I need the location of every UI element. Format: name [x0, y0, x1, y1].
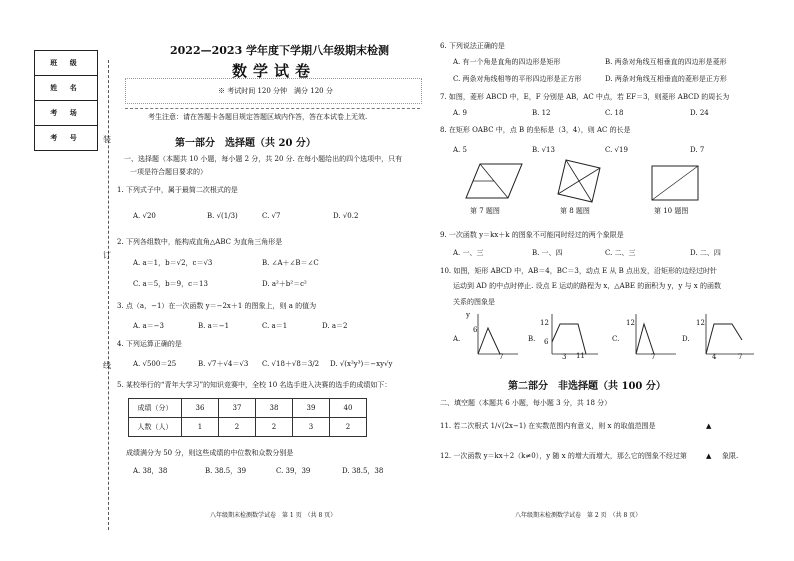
q10-a-y-tick: 6: [473, 326, 478, 334]
q7-option-b: B. 12: [532, 109, 551, 117]
q7-stem: 7. 如图，菱形 ABCD 中，E，F 分别是 AB，AC 中点，若 EF＝3，则菱形 ABCD 的周长为: [440, 93, 730, 101]
q10-a-y-label: y: [466, 311, 470, 319]
student-info-table: [34, 50, 98, 151]
part2-title: 第二部分 非选择题（共 100 分）: [508, 381, 666, 392]
q7-option-d: D. 24: [690, 109, 709, 117]
q6-option-c: C. 两条对角线相等的平形四边形是正方形: [453, 75, 582, 83]
q10-option-b: B.: [528, 335, 536, 343]
q10-c-y12: 12: [626, 319, 635, 327]
q9-option-c: C. 二、三: [605, 249, 636, 257]
q12-blank[interactable]: ▲: [706, 452, 712, 460]
q1-option-a: A. √20: [133, 212, 156, 220]
q2-option-b: B. ∠A＋∠B＝∠C: [262, 259, 319, 267]
divider: [125, 108, 420, 109]
part1-intro-2: 一项是符合题目要求的）: [130, 168, 207, 176]
q10-b-x11: 11: [576, 352, 585, 360]
figure-7-rhombus: [462, 158, 542, 206]
figure-10-caption: 第 10 题图: [654, 207, 689, 215]
q10-graph-d: [694, 310, 758, 362]
q10-d-y12: 12: [696, 319, 705, 327]
q8-option-d: D. 7: [690, 146, 705, 154]
table-cell: 37: [219, 399, 256, 418]
q12-stem: 12. 一次函数 y＝kx＋2（k≠0），y 随 x 的增大而增大，那么它的图象不经过第: [440, 452, 687, 460]
q6-option-d: D. 两条对角线互相垂直的菱形是正方形: [605, 75, 727, 83]
exam-room-label: 考 场: [35, 101, 98, 126]
exam-number-label: 考 号: [35, 126, 98, 151]
figure-7-caption: 第 7 题图: [470, 207, 500, 215]
q10-b-y6: 6: [544, 338, 549, 346]
q2-option-a: A. a＝1，b＝√2，c＝√3: [133, 259, 213, 267]
q9-option-d: D. 二、四: [690, 249, 721, 257]
q8-stem: 8. 在矩形 OABC 中，点 B 的坐标是（3，4），则 AC 的长是: [440, 126, 631, 134]
part1-intro-1: 一、选择题（本题共 10 小题，每小题 2 分，共 20 分. 在每小题给出的四个选项中，只有: [124, 155, 403, 163]
q2-stem: 2. 下列各组数中，能构成直角△ABC 为直角三角形是: [117, 238, 283, 246]
q5-tail: 成绩满分为 50 分，则这些成绩的中位数和众数分别是: [126, 449, 294, 457]
table-cell: 人数（人）: [129, 418, 182, 437]
q10-graph-a: [466, 310, 522, 362]
q7-option-a: A. 9: [453, 109, 467, 117]
q4-option-b: B. √7＋√4＝√3: [198, 360, 249, 368]
binding-line: [108, 60, 109, 530]
table-cell: 39: [293, 399, 330, 418]
q5-score-table: [128, 398, 367, 437]
q4-option-a: A. √500＝25: [133, 360, 177, 368]
q8-option-c: C. √19: [605, 146, 628, 154]
q3-option-c: C. a＝1: [262, 322, 288, 330]
q1-option-c: C. √7: [262, 212, 281, 220]
table-cell: 38: [256, 399, 293, 418]
table-cell: 2: [219, 418, 256, 437]
exam-subject: 数学试卷: [232, 62, 317, 80]
q10-line-2: 运动到 AD 的中点时停止. 设点 E 运动的路程为 x，△ABE 的面积为 y，y 与 x 的函数: [453, 282, 721, 290]
q1-option-b: B. √(1/3): [207, 212, 238, 220]
q5-option-a: A. 38，38: [133, 467, 168, 475]
q12-tail: 象限.: [722, 452, 739, 460]
q5-option-b: B. 38.5，39: [205, 467, 247, 475]
q6-option-a: A. 有一个角是直角的四边形是矩形: [453, 58, 561, 66]
q10-b-x3: 3: [562, 353, 567, 361]
q5-option-d: D. 38.5，38: [342, 467, 384, 475]
table-cell: 1: [182, 418, 219, 437]
q1-option-d: D. √0.2: [333, 212, 359, 220]
q10-line-1: 10. 如图，矩形 ABCD 中，AB＝4，BC＝3，动点 E 从 B 点出发，沿矩形的边经过时针: [440, 267, 717, 275]
q6-stem: 6. 下列说法正确的是: [440, 42, 505, 50]
table-cell: 2: [256, 418, 293, 437]
q10-a-x-tick: 7: [499, 353, 504, 361]
notice: 考生注意：请在答题卡各题目规定答题区域内作答，答在本试卷上无效.: [148, 113, 368, 121]
q10-option-c: C.: [612, 335, 620, 343]
q5-stem: 5. 某校举行的“青年大学习”的知识竞赛中，全校 10 名选手进入决赛的选手的成绩如下：: [117, 381, 392, 389]
margin-zhuang: 装: [103, 135, 111, 144]
figure-10-rectangle: [646, 160, 706, 206]
q1-stem: 1. 下列式子中，属于最简二次根式的是: [117, 186, 238, 194]
q3-option-a: A. a＝−3: [133, 322, 164, 330]
q8-option-b: B. √13: [532, 146, 555, 154]
class-label: 班 级: [35, 51, 98, 76]
q10-d-x4: 4: [712, 353, 717, 361]
q4-option-d: D. √(x²y³)＝−xy√y: [330, 360, 393, 368]
q10-b-y12: 12: [540, 319, 549, 327]
footer-left: 八年级期末检测数学试卷 第 1 页 （共 8 页）: [210, 512, 337, 519]
part2-intro: 二、填空题（本题共 6 小题，每小题 3 分，共 18 分）: [440, 399, 612, 407]
q4-stem: 4. 下列运算正确的是: [117, 340, 182, 348]
q10-graph-b: [540, 310, 602, 362]
q3-option-b: B. a＝−1: [198, 322, 230, 330]
q11-blank[interactable]: ▲: [706, 422, 712, 430]
q3-stem: 3. 点（a，−1）在一次函数 y＝−2x＋1 的图象上，则 a 的值为: [117, 302, 317, 310]
table-cell: 3: [293, 418, 330, 437]
table-cell: 36: [182, 399, 219, 418]
q10-c-x7: 7: [651, 353, 656, 361]
figure-8-caption: 第 8 题图: [560, 207, 590, 215]
q3-option-d: D. a＝2: [322, 322, 348, 330]
margin-xian: 线: [103, 361, 111, 370]
time-score: ※ 考试时间 120 分钟 满分 120 分: [218, 87, 333, 95]
margin-ding: 订: [103, 251, 111, 260]
name-label: 姓 名: [35, 76, 98, 101]
q6-option-b: B. 两条对角线互相垂直的四边形是菱形: [605, 58, 727, 66]
part1-title: 第一部分 选择题（共 20 分）: [175, 138, 316, 149]
table-cell: 40: [330, 399, 367, 418]
q8-option-a: A. 5: [453, 146, 467, 154]
footer-right: 八年级期末检测数学试卷 第 2 页 （共 8 页）: [515, 512, 642, 519]
q5-option-c: C. 39，39: [276, 467, 311, 475]
table-cell: 2: [330, 418, 367, 437]
q2-option-d: D. a²＋b²＝c²: [262, 280, 307, 288]
q11-stem: 11. 若二次根式 1/√(2x−1) 在实数范围内有意义，则 x 的取值范围是: [440, 422, 656, 430]
table-cell: 成绩（分）: [129, 399, 182, 418]
q9-option-a: A. 一、三: [453, 249, 484, 257]
q10-line-3: 关系的图象是: [453, 298, 495, 306]
q4-option-c: C. √18＋√8＝3/2: [262, 360, 320, 368]
q9-option-b: B. 一、四: [532, 249, 563, 257]
q9-stem: 9. 一次函数 y＝kx＋k 的图象不可能同时经过的两个象限是: [440, 231, 624, 239]
q10-option-d: D.: [682, 335, 690, 343]
q7-option-c: C. 18: [605, 109, 624, 117]
q2-option-c: C. a＝5，b＝9，c＝13: [133, 280, 208, 288]
exam-title: 2022—2023 学年度下学期八年级期末检测: [170, 44, 390, 57]
q10-option-a: A.: [453, 335, 461, 343]
q10-d-x7: 7: [738, 353, 743, 361]
figure-8-rectangle: [552, 156, 612, 206]
